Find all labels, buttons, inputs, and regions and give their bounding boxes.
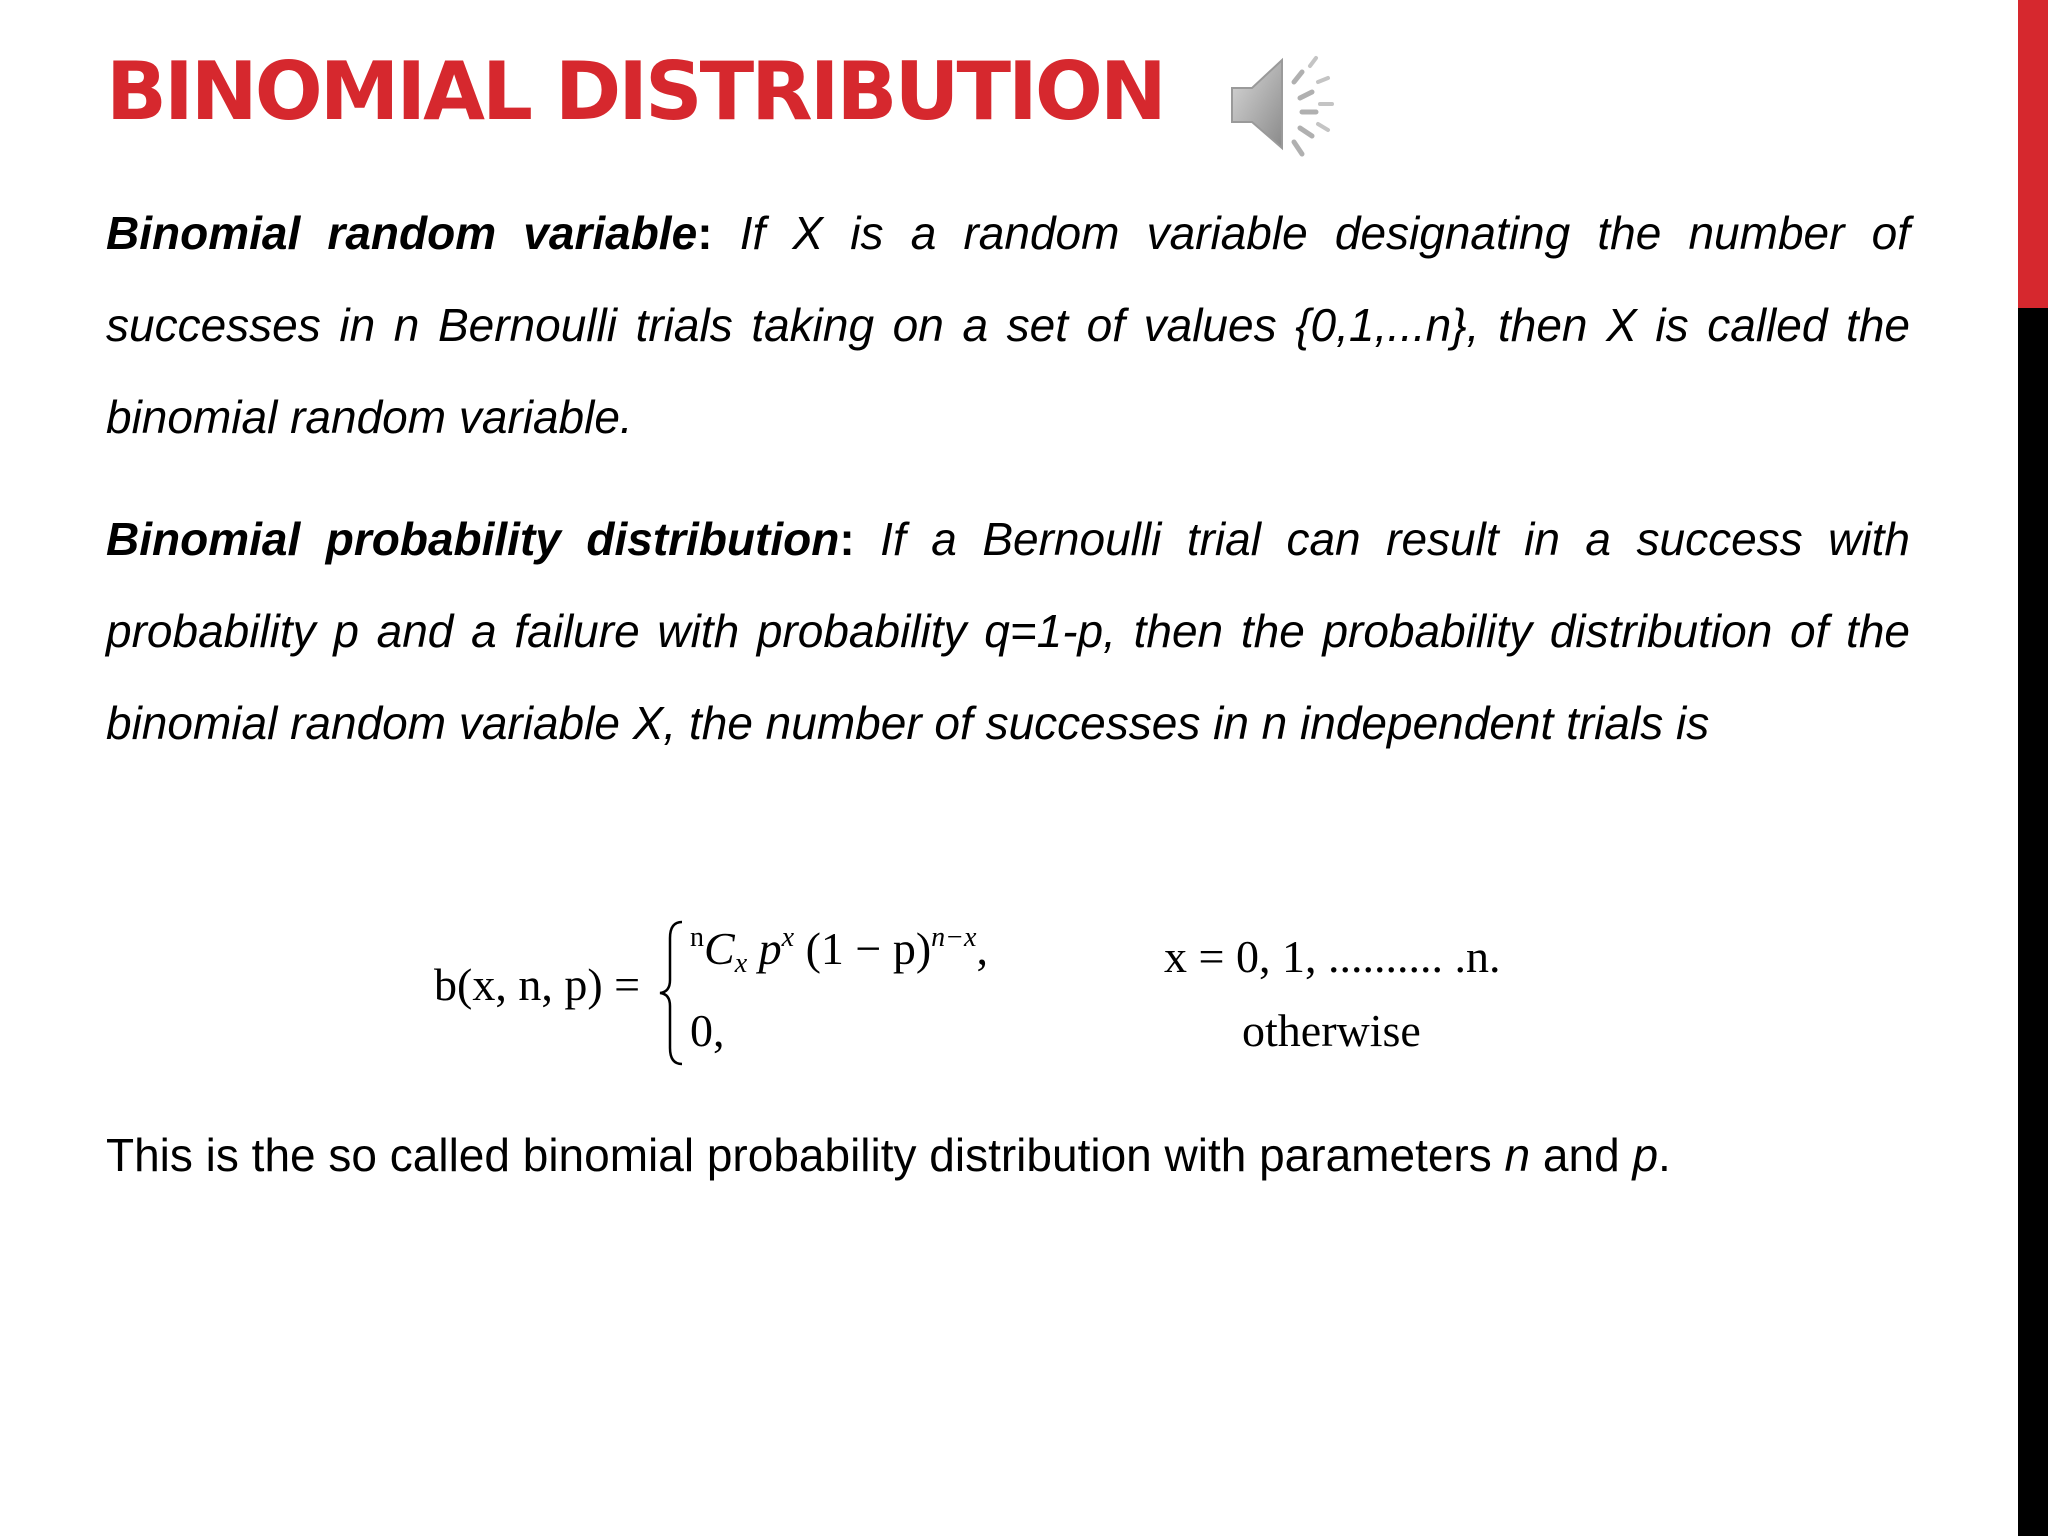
definition-random-variable [106, 187, 1910, 463]
footer-p: p [1632, 1129, 1659, 1181]
formula-x-exp: x [781, 922, 795, 953]
formula-case-1 [690, 922, 988, 980]
footer-and: and [1530, 1129, 1633, 1181]
footer-n: n [1504, 1129, 1531, 1181]
side-dark-bar [2018, 308, 2048, 1536]
binomial-formula [420, 908, 1500, 1068]
side-accent-bar [2018, 0, 2048, 308]
formula-condition-1: x = 0, 1, .......... .n. [1164, 931, 1501, 982]
formula-C: C [704, 923, 735, 974]
formula-n: n [690, 922, 704, 953]
formula-comma: , [976, 923, 988, 974]
term-colon: : [697, 207, 713, 259]
formula-lhs: b(x, n, p) = [434, 959, 641, 1010]
footer-statement [106, 1128, 1671, 1182]
definition-text: If X is a random variable designating the number of successes in n Bernoulli trials taking on a set of values {0,1,...n}, then X is called the binomial random variable. [106, 207, 1910, 443]
left-brace [658, 918, 688, 1068]
formula-n-minus-x: n−x [931, 922, 977, 953]
term-binomial-random-variable: Binomial random variable [106, 207, 698, 259]
formula-case-2: 0, [690, 1005, 725, 1056]
formula-condition-2: otherwise [1242, 1005, 1421, 1056]
formula-p: p [747, 923, 782, 974]
formula-one-minus-p: (1 − p) [794, 923, 932, 974]
term-colon: : [839, 513, 855, 565]
slide-title: BINOMIAL DISTRIBUTION [106, 45, 1164, 138]
speaker-icon[interactable] [1228, 52, 1342, 162]
term-binomial-probability-distribution: Binomial probability distribution [106, 513, 840, 565]
footer-period: . [1658, 1129, 1671, 1181]
footer-text: This is the so called binomial probability distribution with parameters [106, 1129, 1505, 1181]
definition-text: If a Bernoulli trial can result in a success with probability p and a failure with probability q=1-p, then the probability distribution of the binomial random variable X, the number of successes in n independent trials is [106, 513, 1910, 749]
definition-probability-distribution [106, 493, 1910, 769]
formula-x-sub: x [734, 948, 748, 979]
